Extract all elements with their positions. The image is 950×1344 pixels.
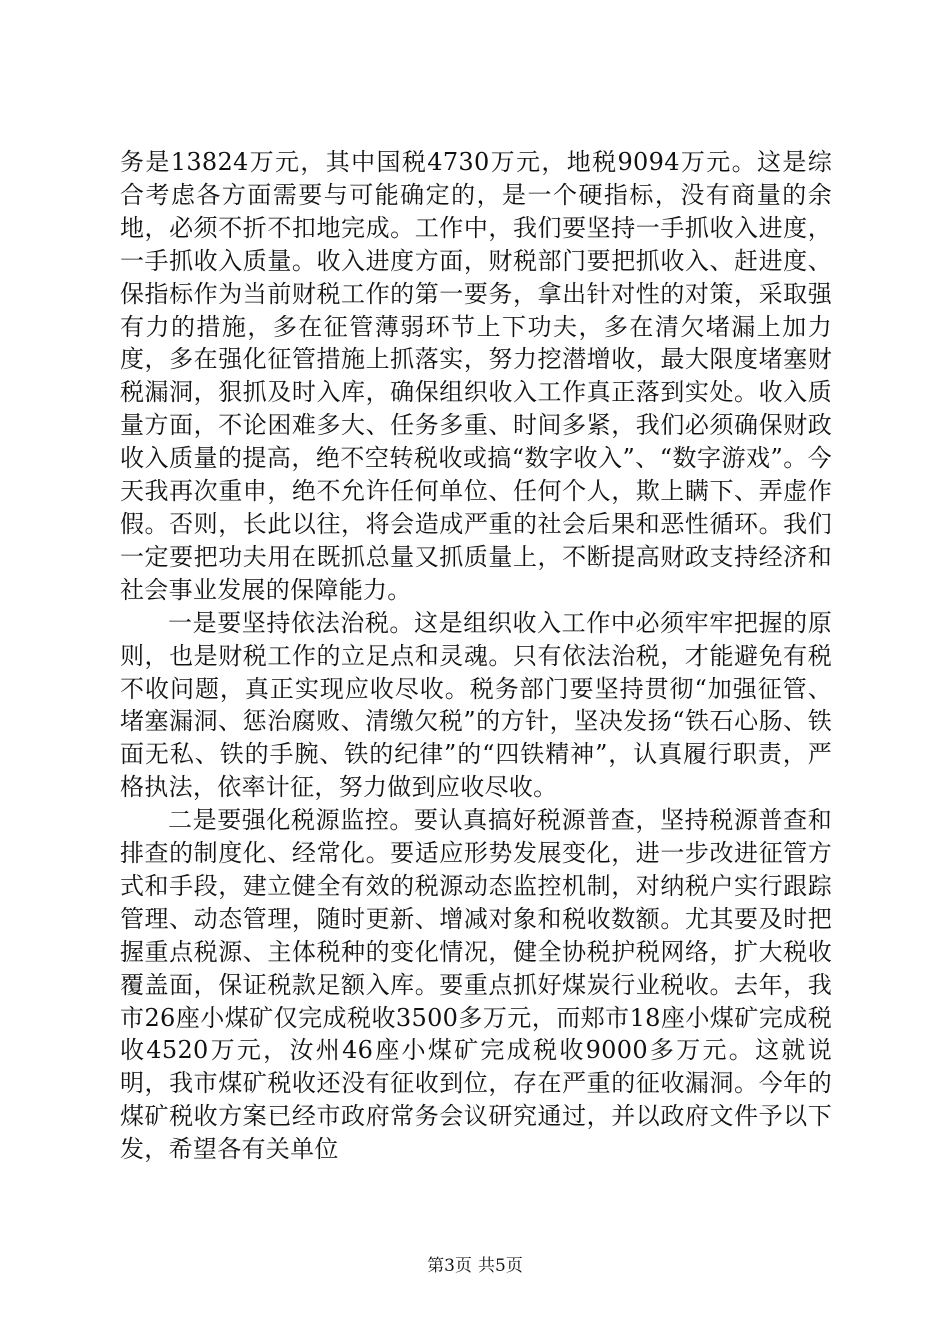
paragraph-2: 一是要坚持依法治税。这是组织收入工作中必须牢牢把握的原则，也是财税工作的立足点和灵魂。只有依法治税，才能避免有税不收问题，真正实现应收尽收。税务部门要坚持贯彻“加强征管、堵塞漏洞、惩治腐败、清缴欠税”的方针，坚决发扬“铁石心肠、铁面无私、铁的手腕、铁的纪律”的“四铁精神”，认真履行职责，严格执法，依率计征，努力做到应收尽收。 bbox=[120, 608, 832, 802]
page-total: 共5页 bbox=[478, 1256, 523, 1276]
document-body bbox=[120, 146, 832, 1166]
page-number: 第3页 bbox=[427, 1256, 472, 1276]
page-footer bbox=[0, 1254, 950, 1278]
paragraph-3: 二是要强化税源监控。要认真搞好税源普查，坚持税源普查和排查的制度化、经常化。要适应形势发展变化，进一步改进征管方式和手段，建立健全有效的税源动态监控机制，对纳税户实行跟踪管理、动态管理，随时更新、增减对象和税收数额。尤其要及时把握重点税源、主体税种的变化情况，健全协税护税网络，扩大税收覆盖面，保证税款足额入库。要重点抓好煤炭行业税收。去年，我市26座小煤矿仅完成税收3500多万元，而郏市18座小煤矿完成税收4520万元，汝州46座小煤矿完成税收9000多万元。这就说明，我市煤矿税收还没有征收到位，存在严重的征收漏洞。今年的煤矿税收方案已经市政府常务会议研究通过，并以政府文件予以下发，希望各有关单位 bbox=[120, 806, 832, 1164]
paragraph-1: 务是13824万元，其中国税4730万元，地税9094万元。这是综合考虑各方面需要与可能确定的，是一个硬指标，没有商量的余地，必须不折不扣地完成。工作中，我们要坚持一手抓收入进度，一手抓收入质量。收入进度方面，财税部门要把抓收入、赶进度、保指标作为当前财税工作的第一要务，拿出针对性的对策，采取强有力的措施，多在征管薄弱环节上下功夫，多在清欠堵漏上加力度，多在强化征管措施上抓落实，努力挖潜增收，最大限度堵塞财税漏洞，狠抓及时入库，确保组织收入工作真正落到实处。收入质量方面，不论困难多大、任务多重、时间多紧，我们必须确保财政收入质量的提高，绝不空转税收或搞“数字收入”、“数字游戏”。今天我再次重申，绝不允许任何单位、任何个人，欺上瞒下、弄虚作假。否则，长此以往，将会造成严重的社会后果和恶性循环。我们一定要把功夫用在既抓总量又抓质量上，不断提高财政支持经济和社会事业发展的保障能力。 bbox=[120, 148, 832, 604]
